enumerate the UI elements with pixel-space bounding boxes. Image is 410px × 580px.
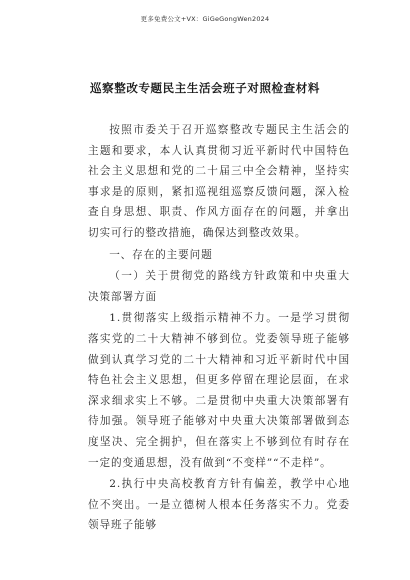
document-body <box>88 120 350 536</box>
item-2-paragraph: 2.执行中央高校教育方针有偏差，教学中心地位不突出。一是立德树人根本任务落实不力。党委领导班子能够 <box>88 478 350 532</box>
intro-paragraph: 按照市委关于召开巡察整改专题民主生活会的主题和要求，本人认真贯彻习近平新时代中国特色社会主义思想和党的二十届三中全会精神，坚持实事求是的原则，紧扣巡视组巡察反馈问题，深入检查自身思想、职责、作风方面存在的问题，并拿出切实可行的整改措施，确保达到整改效果。 <box>88 124 350 239</box>
item-1-paragraph: 1.贯彻落实上级指示精神不力。一是学习贯彻落实党的二十大精神不够到位。党委领导班子能够做到认真学习党的二十大精神和习近平新时代中国特色社会主义思想，但更多停留在理论层面，在求深求细求实上不够。二是贯彻中央重大决策部署有待加强。领导班子能够对中央重大决策部署做到态度坚决、完全拥护，但在落实上不够到位有时存在一定的变通思想，没有做到“不变样”“不走样”。 <box>88 312 350 469</box>
section-heading: 一、存在的主要问题 <box>109 248 213 261</box>
header-note: 更多免费公文+VX：GiGeGongWen2024 <box>140 15 270 23</box>
document-title: 巡察整改专题民主生活会班子对照检查材料 <box>90 81 320 95</box>
subsection-heading: （一）关于贯彻党的路线方针政策和中央重大决策部署方面 <box>88 270 350 303</box>
